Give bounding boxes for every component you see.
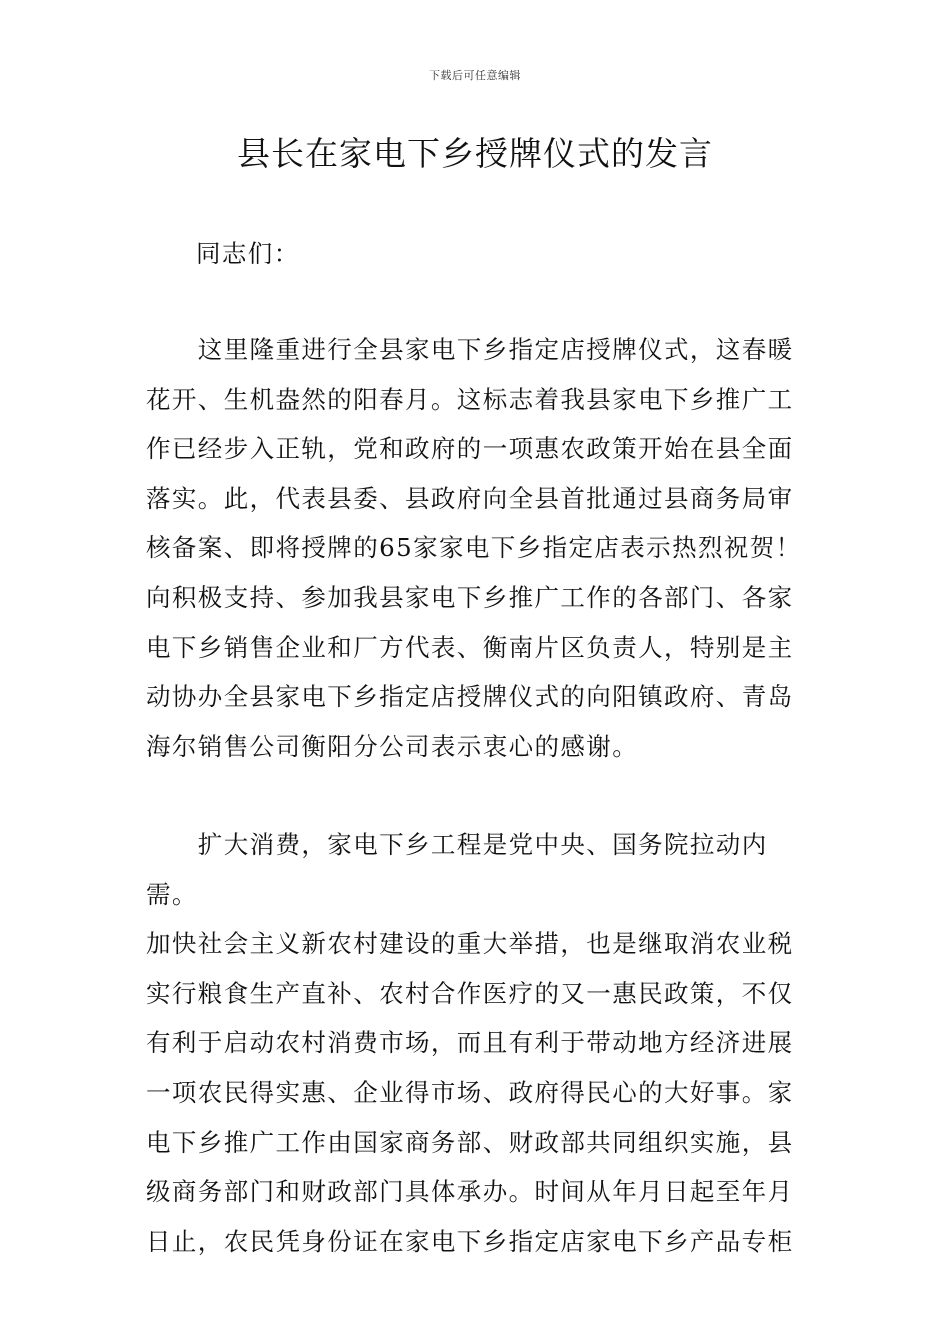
document-title: 县长在家电下乡授牌仪式的发言 — [237, 134, 713, 173]
salutation: 同志们： — [196, 239, 300, 268]
header-note: 下载后可任意编辑 — [429, 69, 521, 82]
paragraph-1: 这里隆重进行全县家电下乡指定店授牌仪式，这春暖 花开、生机盎然的阳春月。这标志着我县家电下乡推广工 作已经步入正轨，党和政府的一项惠农政策开始在县全面 落实。此，代表县委、县政府向全县首批通过县商务局审 核备案、即将授牌的65家家电下乡指定店表示热烈祝贺！ 向积极支持、参加我县家电下乡推广工作的各部门、各家 电下乡销售企业和厂方代表、衡南片区负责人，特别是主 动协办全县家电下乡指定店授牌仪式的向阳镇政府、青岛 海尔销售公司衡阳分公司表示衷心的感谢。 — [146, 335, 802, 761]
paragraph-2: 扩大消费，家电下乡工程是党中央、国务院拉动内需。 加快社会主义新农村建设的重大举措，也是继取消农业税 实行粮食生产直补、农村合作医疗的又一惠民政策，不仅 有利于启动农村消费市场，而且有利于带动地方经济进展 一项农民得实惠、企业得市场、政府得民心的大好事。家 电下乡推广工作由国家商务部、财政部共同组织实施，县 级商务部门和财政部门具体承办。时间从年月日起至年月 日止，农民凭身份证在家电下乡指定店家电下乡产品专柜 — [146, 830, 794, 1256]
